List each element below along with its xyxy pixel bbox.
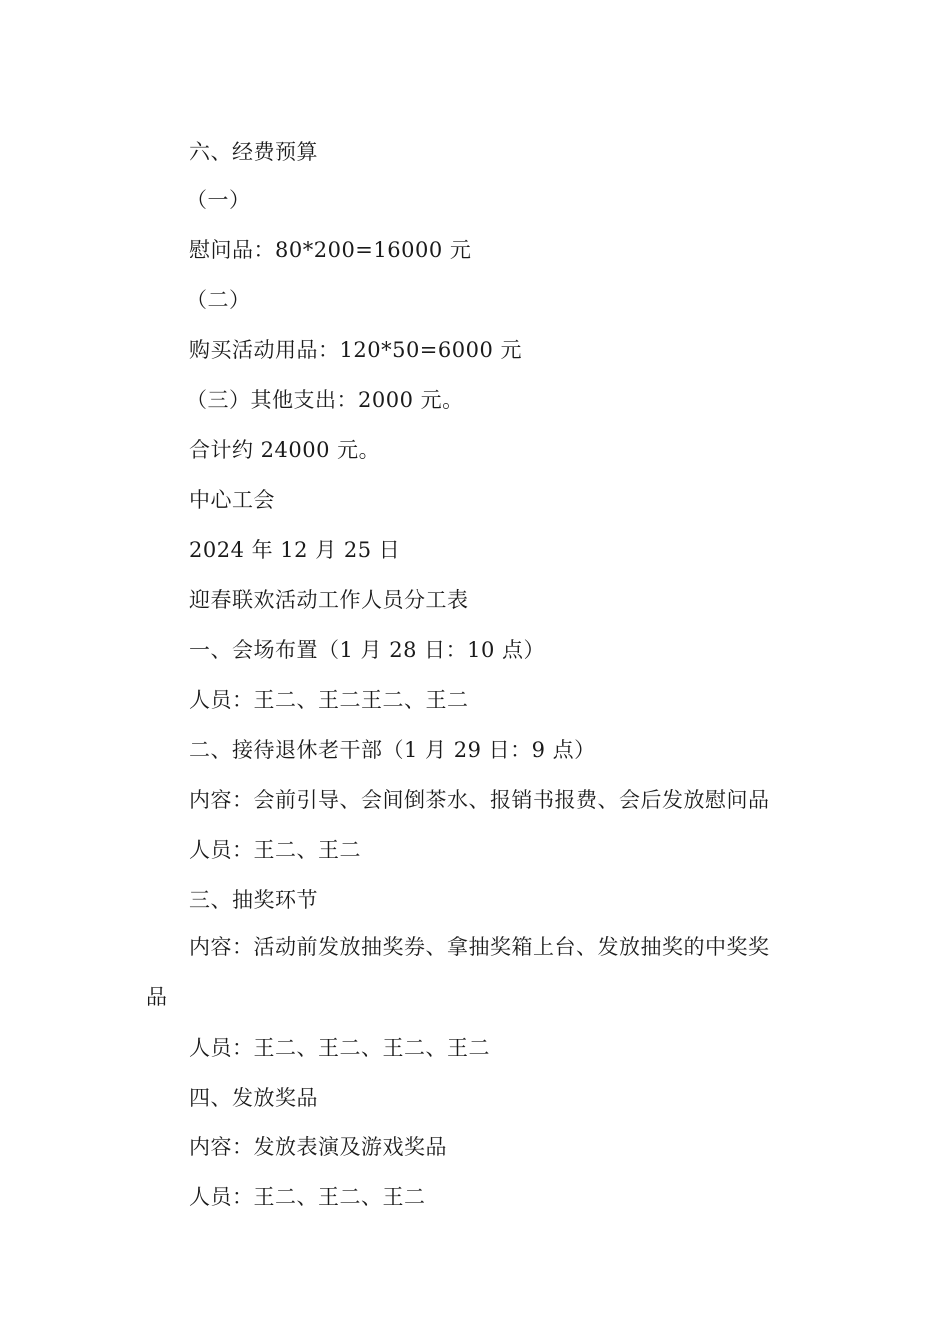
section-heading-reception: 二、接待退休老干部（1 月 29 日：9 点） [189,738,596,762]
venue-staff: 人员：王二、王二王二、王二 [189,688,469,712]
budget-item-other: （三）其他支出：2000 元。 [186,388,464,412]
reception-content: 内容：会前引导、会间倒茶水、报销书报费、会后发放慰问品 [189,788,770,812]
section-heading-prizes: 四、发放奖品 [189,1086,318,1110]
budget-item-gifts: 慰问品：80*200=16000 元 [189,238,472,262]
prizes-staff: 人员：王二、王二、王二 [189,1185,426,1209]
budget-item-supplies: 购买活动用品：120*50=6000 元 [189,338,523,362]
lottery-staff: 人员：王二、王二、王二、王二 [189,1036,490,1060]
section-heading-lottery: 三、抽奖环节 [189,888,318,912]
budget-total: 合计约 24000 元。 [189,438,381,462]
lottery-content-continued: 品 [146,985,168,1009]
lottery-content: 内容：活动前发放抽奖券、拿抽奖箱上台、发放抽奖的中奖奖 [189,935,770,959]
subsection-marker-2: （二） [186,288,251,312]
section-heading-venue: 一、会场布置（1 月 28 日：10 点） [189,638,546,662]
subsection-marker-1: （一） [186,188,251,212]
reception-staff: 人员：王二、王二 [189,838,361,862]
section-heading-budget: 六、经费预算 [189,140,318,164]
staff-table-title: 迎春联欢活动工作人员分工表 [189,588,469,612]
prizes-content: 内容：发放表演及游戏奖品 [189,1135,447,1159]
issuer: 中心工会 [189,488,275,512]
issue-date: 2024 年 12 月 25 日 [189,538,401,562]
